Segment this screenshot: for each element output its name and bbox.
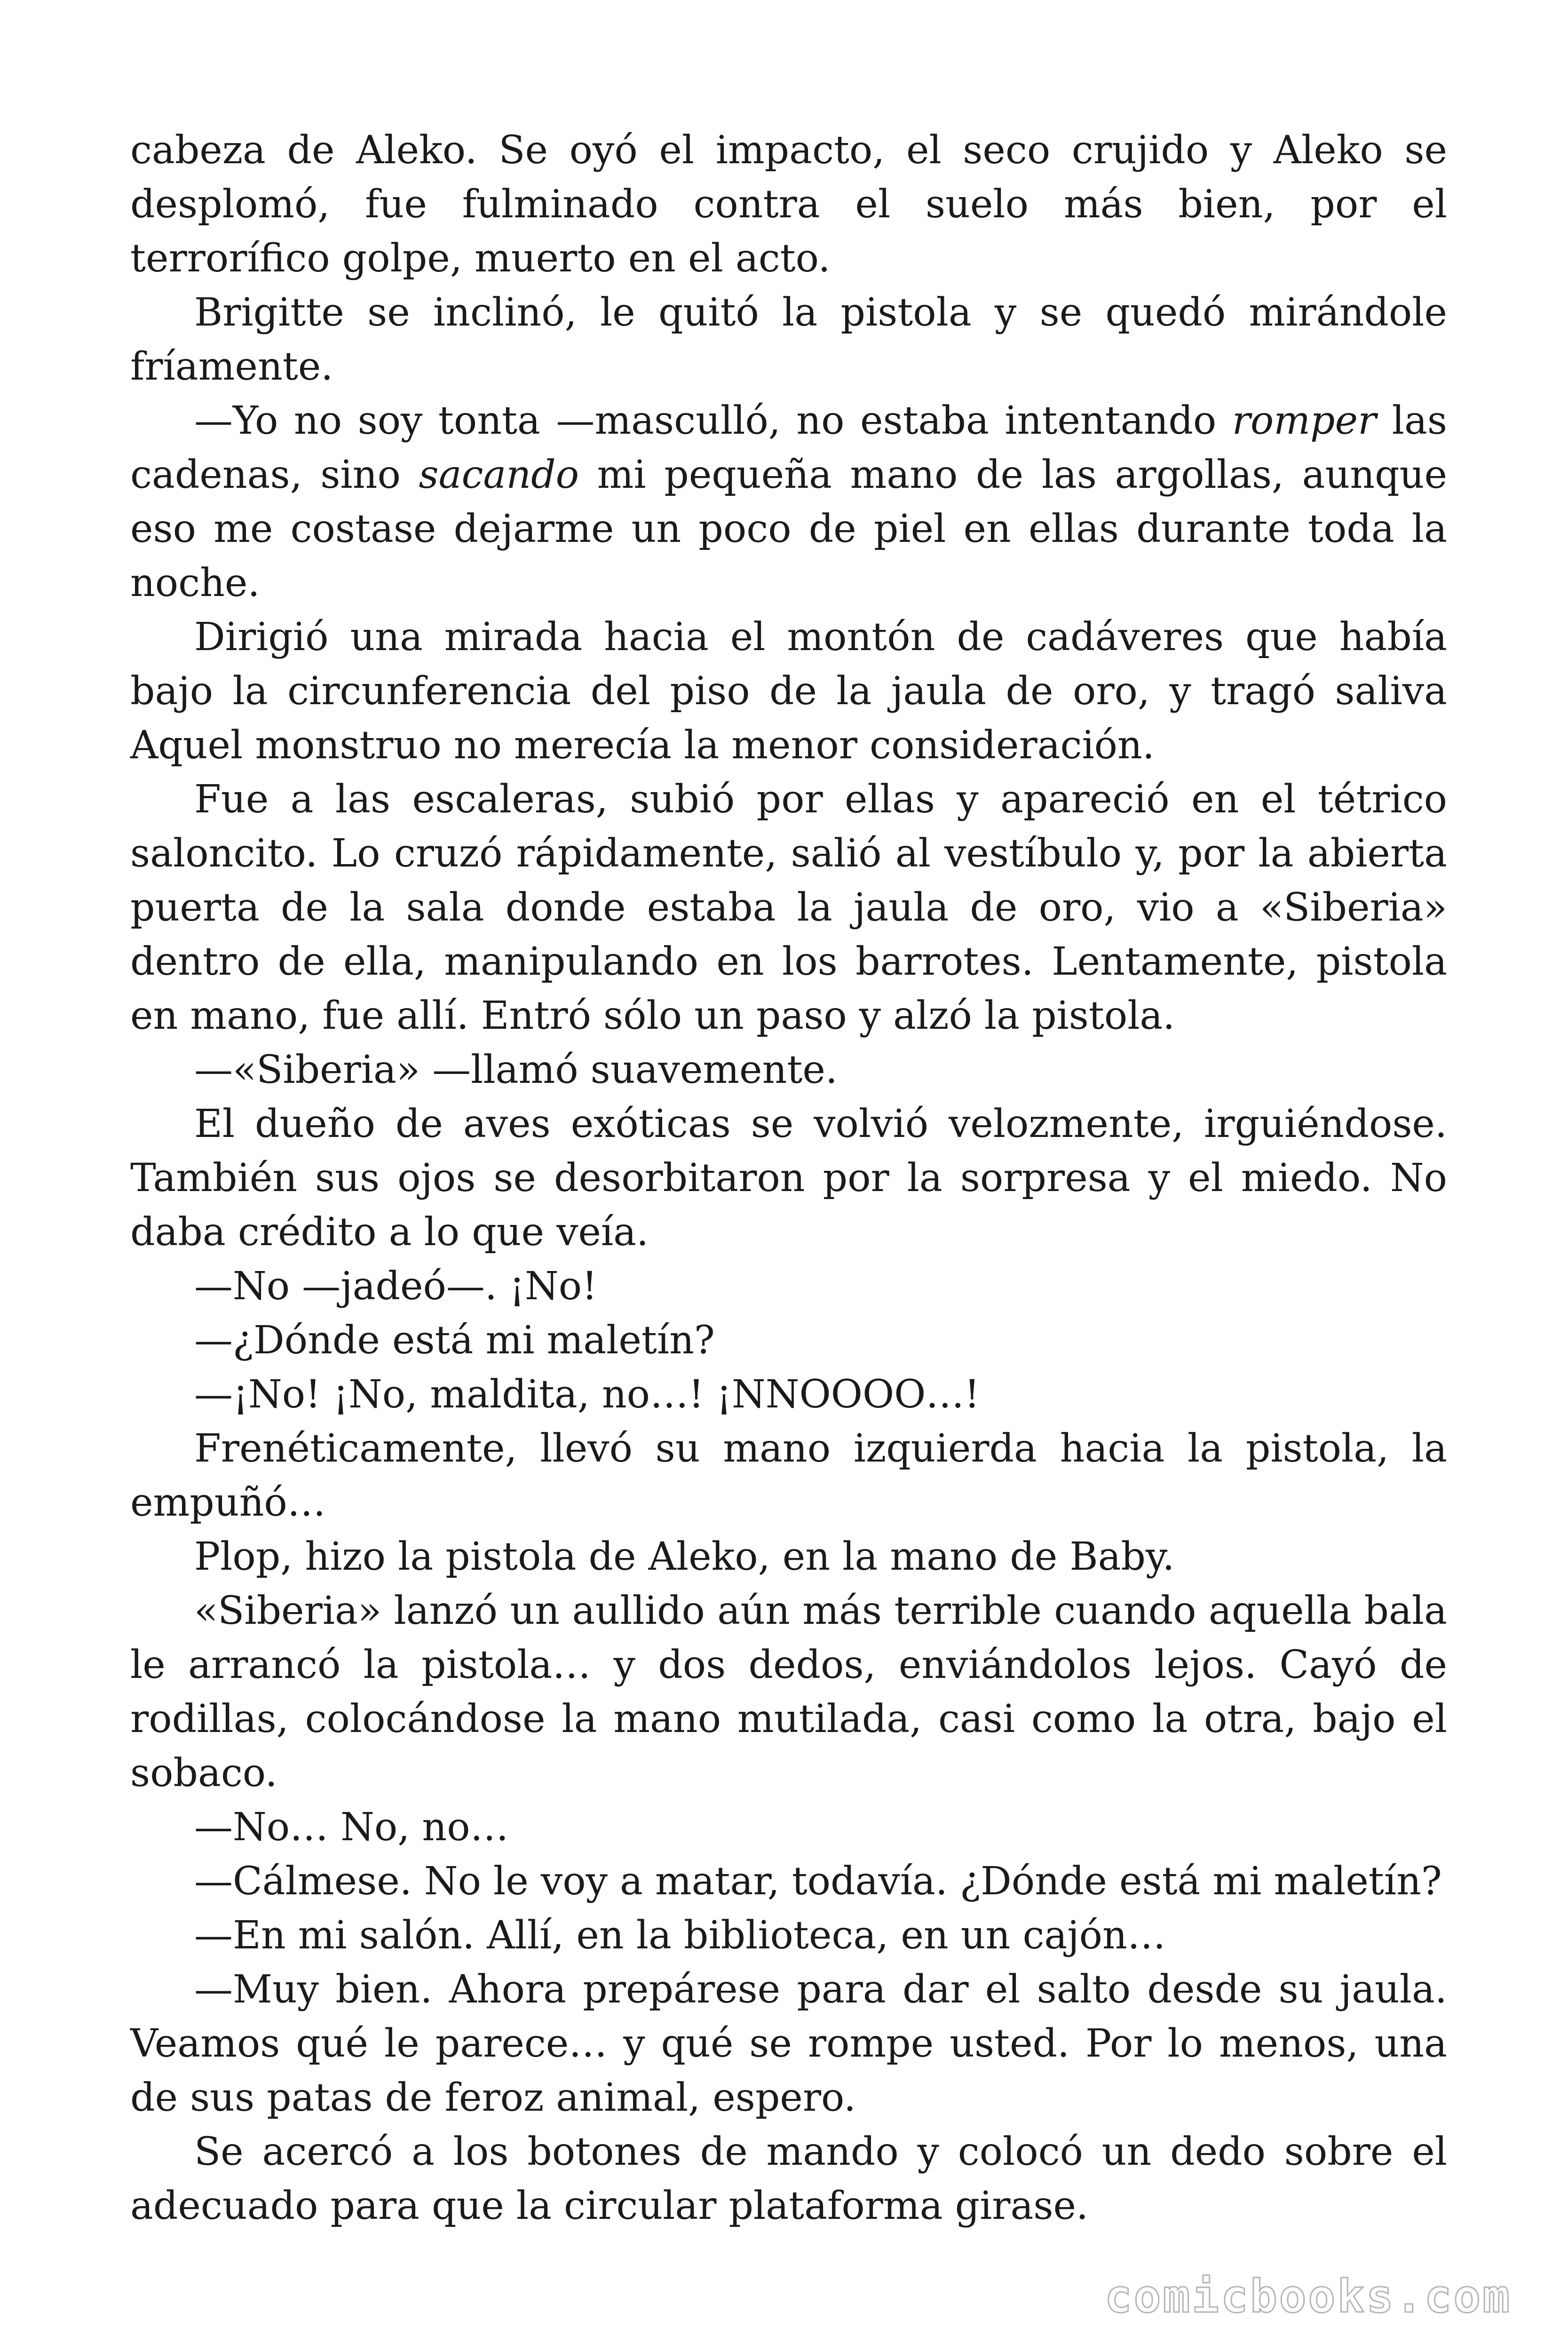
paragraph	[130, 1422, 1447, 1530]
text-run: Brigitte se inclinó, le quitó la pistola y se quedó mirándole fríamente.	[130, 290, 1447, 389]
paragraph	[130, 2125, 1447, 2233]
text-run: —En mi salón. Allí, en la biblioteca, en un cajón…	[194, 1913, 1166, 1958]
italic-text: romper	[1232, 398, 1377, 443]
text-run: —Yo no soy tonta —masculló, no estaba intentando	[194, 398, 1232, 443]
italic-text: sacando	[419, 453, 579, 497]
paragraph	[130, 123, 1447, 286]
paragraph	[130, 1584, 1447, 1800]
text-run: Plop, hizo la pistola de Aleko, en la mano de Baby.	[194, 1534, 1175, 1579]
text-run: Dirigió una mirada hacia el montón de cadáveres que había bajo la circunferencia del piso de la jaula de oro, y tragó saliva Aquel monstruo no merecía la menor consideración.	[130, 615, 1447, 768]
paragraph	[130, 286, 1447, 394]
paragraph	[130, 1043, 1447, 1097]
paragraph	[130, 610, 1447, 772]
text-run: —«Siberia» —llamó suavemente.	[194, 1048, 838, 1092]
text-run: —Muy bien. Ahora prepárese para dar el salto desde su jaula. Veamos qué le parece… y qué se rompe usted. Por lo menos, una de sus patas de feroz animal, espero.	[130, 1967, 1447, 2120]
paragraph	[130, 1908, 1447, 1963]
text-run: —¿Dónde está mi maletín?	[194, 1318, 715, 1363]
text-run: El dueño de aves exóticas se volvió velozmente, irguiéndose. También sus ojos se desorbitaron por la sorpresa y el miedo. No daba crédito a lo que veía.	[130, 1102, 1447, 1255]
text-run: «Siberia» lanzó un aullido aún más terrible cuando aquella bala le arrancó la pistola… y dos dedos, enviándolos lejos. Cayó de rodillas, colocándose la mano mutilada, casi como la otra, bajo el sobaco.	[130, 1589, 1447, 1796]
paragraph	[130, 1097, 1447, 1259]
watermark: comicbooks.com	[1104, 2270, 1512, 2323]
text-run: —No —jadeó—. ¡No!	[194, 1264, 598, 1309]
text-run: las cadenas, sino	[130, 398, 1448, 497]
text-run: cabeza de Aleko. Se oyó el impacto, el seco crujido y Aleko se desplomó, fue fulminado contra el suelo más bien, por el terrorífico golpe, muerto en el acto.	[130, 128, 1447, 281]
paragraph	[130, 1530, 1447, 1584]
text-run: —¡No! ¡No, maldita, no…! ¡NNOOOO…!	[194, 1372, 980, 1417]
page-body	[130, 123, 1447, 2233]
text-run: Fue a las escaleras, subió por ellas y apareció en el tétrico saloncito. Lo cruzó rápidamente, salió al vestíbulo y, por la abierta puerta de la sala donde estaba la jaula de oro, vio a «Siberia» dentro de ella, manipulando en los barrotes. Lentamente, pistola en mano, fue allí. Entró sólo un paso y alzó la pistola.	[130, 777, 1447, 1038]
text-run: —No… No, no…	[194, 1805, 509, 1850]
paragraph	[130, 1854, 1447, 1908]
text-run: Frenéticamente, llevó su mano izquierda hacia la pistola, la empuñó…	[130, 1426, 1447, 1525]
text-run: —Cálmese. No le voy a matar, todavía. ¿Dónde está mi maletín?	[194, 1859, 1442, 1904]
paragraph	[130, 772, 1447, 1043]
paragraph	[130, 394, 1447, 610]
paragraph	[130, 1800, 1447, 1854]
paragraph	[130, 1313, 1447, 1367]
paragraph	[130, 1963, 1447, 2125]
paragraph	[130, 1367, 1447, 1422]
text-run: Se acercó a los botones de mando y colocó un dedo sobre el adecuado para que la circular plataforma girase.	[130, 2130, 1447, 2228]
paragraph	[130, 1259, 1447, 1313]
text-run: mi pequeña mano de las argollas, aunque eso me costase dejarme un poco de piel en ellas durante toda la noche.	[130, 453, 1448, 605]
